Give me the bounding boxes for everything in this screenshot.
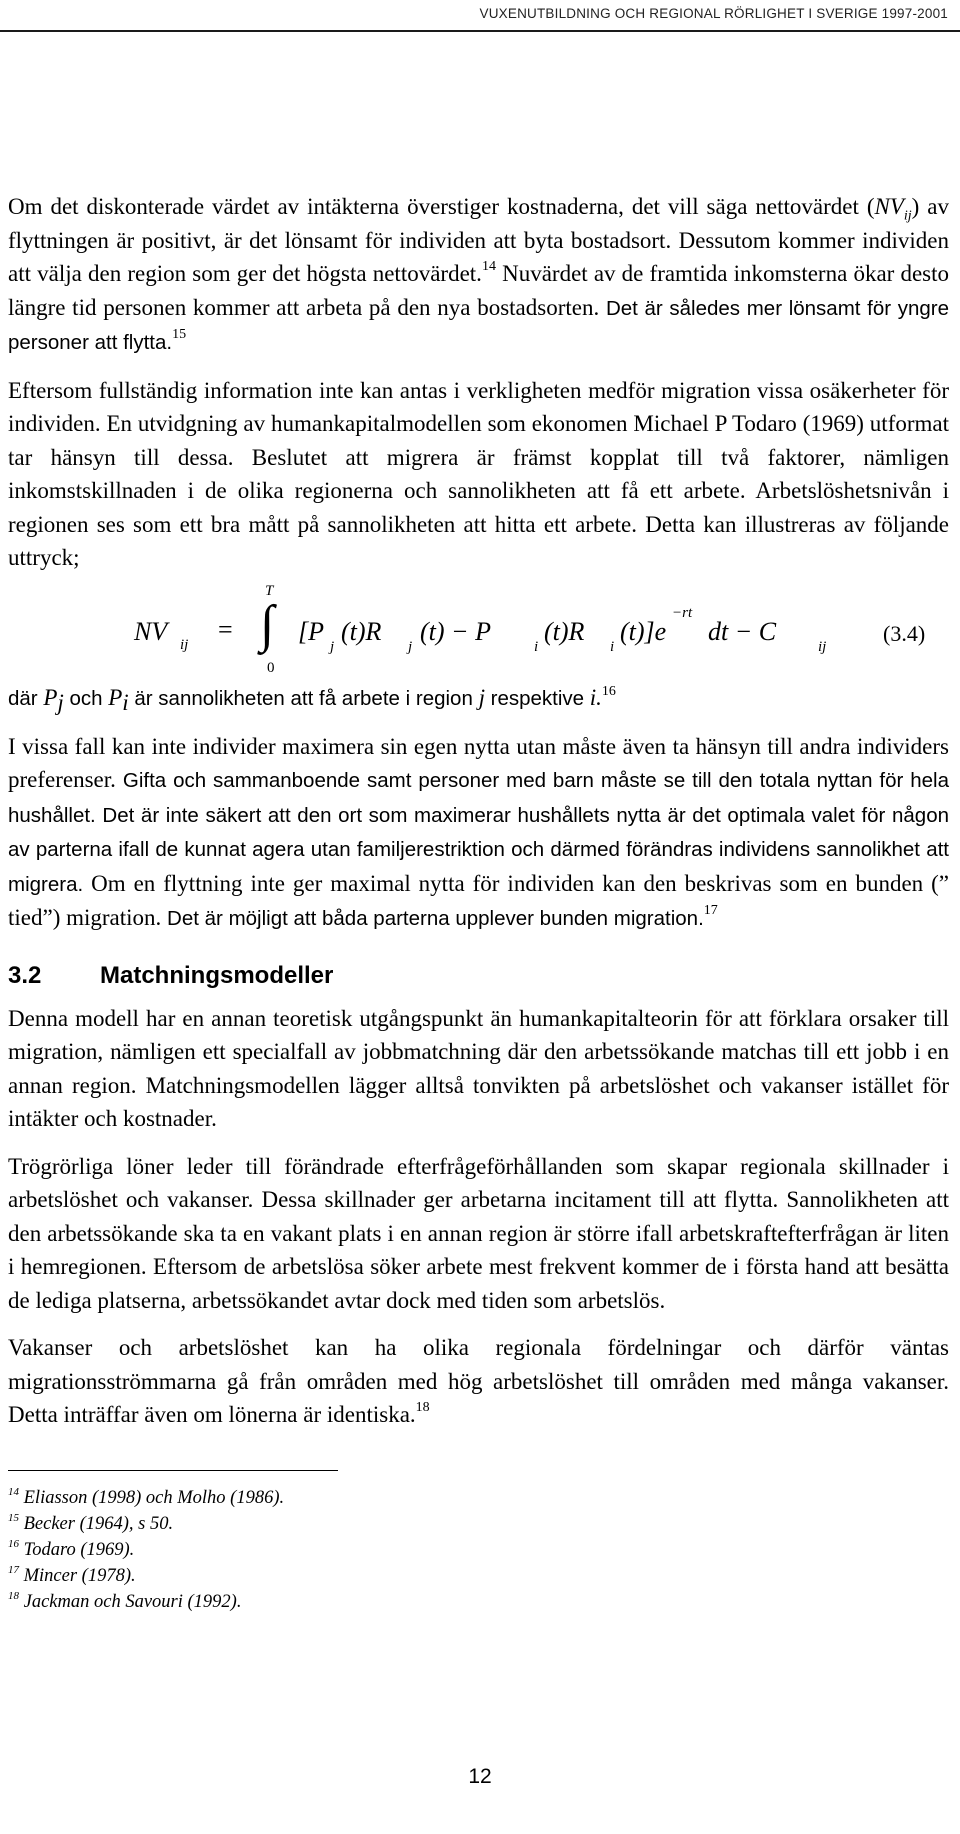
text: ) av flyttningen är positivt, är det lönsamt för individen att byta bostadsort. Dessutom kommer individen att välja den region som ger det högsta nettovärdet. [8,194,949,286]
equation-number: (3.4) [883,620,926,646]
footnote-text: Todaro (1969). [19,1540,135,1560]
text-sans: och [63,686,109,710]
nv-symbol: NV [874,194,904,219]
paragraph-uncertainty [8,374,949,575]
paragraph-household [8,730,949,936]
footnote-ref-14[interactable]: 14 [481,259,496,275]
page-body [8,190,949,1615]
paragraph-sticky-wages [8,1150,949,1318]
formula-sub: j [330,638,335,655]
integral-upper-limit: T [265,582,274,599]
footnote-ref-18[interactable]: 18 [415,1400,430,1416]
footnote-separator [8,1470,338,1472]
footnote-number: 18 [8,1589,19,1602]
text-sans: Det är således mer lönsamt för yngre personer att flytta. [8,296,950,354]
symbol-i: i. [589,684,602,710]
footnote-text: Eliasson (1998) och Molho (1986). [19,1488,285,1508]
section-heading [8,962,949,990]
footnote-number: 16 [8,1537,19,1550]
footnote [8,1537,949,1563]
footnote-ref-16[interactable]: 16 [601,683,616,699]
formula-term: (t)]e [620,616,667,646]
footnote-ref-17[interactable]: 17 [703,903,718,919]
footnote-text: Becker (1964), s 50. [19,1514,174,1534]
running-header: VUXENUTBILDNING OCH REGIONAL RÖRLIGHET I SVERIGE 1997-2001 [479,6,948,21]
formula-term: [P [298,616,324,646]
text-sans: där [8,686,44,710]
text: Om en flyttning inte ger maximal nytta för individen kan den beskrivas som en bunden (” tied”) migration. [8,870,949,930]
formula-lhs: NV [134,616,168,646]
page-number: 12 [468,1765,492,1788]
text: Denna modell har en annan teoretisk utgångspunkt än humankapitalteorin för att förklara orsaker till migration, nämligen ett specialfall av jobbmatchning där den arbetssökande matchas till ett jobb i en annan region. Matchningsmodellen lägger alltså tonvikten på arbetslöshet och vakanser istället för intäkter och kostnader. [8,1005,949,1131]
section-title: Matchningsmodeller [100,961,334,989]
footnote-number: 15 [8,1511,19,1524]
text-sans: respektive [484,686,590,710]
text: Om det diskonterade värdet av intäkterna överstiger kostnaderna, det vill säga nettovärdet ( [8,194,875,219]
subscript-j: j [57,689,64,715]
footnote-number: 14 [8,1485,19,1498]
equation-3-4 [8,582,949,677]
footnote [8,1485,949,1511]
formula-sub: j [408,638,413,655]
footnote [8,1511,949,1537]
text: I vissa fall kan inte individer maximera sin egen nytta utan måste även ta hänsyn till andra individers preferenser. [8,733,949,792]
integral-sign: ∫ [260,595,275,653]
formula-term: (t)R [544,616,585,646]
subscript-i: i [122,689,129,715]
footnote-text: Mincer (1978). [19,1566,136,1586]
paragraph-matching-intro [8,1002,949,1136]
formula-term: dt − C [708,616,777,646]
formula-term: (t)R [341,616,382,646]
formula-explanation [8,683,949,714]
text-sans: Det är möjligt att båda parterna upplever bunden migration. [167,907,704,930]
symbol-p: P [108,684,123,710]
paragraph-vacancies [8,1331,949,1432]
text: Eftersom fullständig information inte kan antas i verkligheten medför migration vissa osäkerheter för individen. En utvidgning av humankapitalmodellen som ekonomen Michael P Todaro (1969) utformat tar hänsyn till dessa. Beslutet att migrera är främst kopplat till två faktorer, nämligen inkomstskillnaden i de olika regionerna och sannolikheten att få ett arbete. Arbetslöshetsnivån i regionen ses som ett bra mått på sannolikheten att hitta ett arbete. Detta kan illustreras av följande uttryck; [8,377,949,570]
formula-term: (t) − P [420,616,491,646]
formula-sub: ij [818,638,827,655]
text-sans: Gifta och sammanboende samt personer med barn måste se till den totala nyttan för hela hushållet. [8,769,949,827]
section-number: 3.2 [8,961,42,989]
formula-equals: = [218,614,233,644]
formula-sub: i [534,638,539,655]
formula-lhs-sub: ij [180,636,189,653]
text-sans: är sannolikheten att få arbete i region [128,686,479,710]
footnote-ref-15[interactable]: 15 [172,327,187,343]
footnote-text: Jackman och Savouri (1992). [19,1592,242,1612]
symbol-j: j [478,684,485,710]
symbol-p: P [43,684,58,710]
formula-exponent: −rt [672,604,693,621]
text: Trögrörliga löner leder till förändrade efterfrågeförhållanden som skapar regionala skillnader i arbetslöshet och vakanser. Dessa skillnader ger arbetarna incitament till att flytta. Sannolikheten att den arbetssökande ska ta en vakant plats i en annan region är större ifall arbetskraftefterfrågan är liten i hemregionen. Eftersom de arbetslösa söker arbete mest frekvent kommer de i första hand att besätta de lediga platserna, arbetssökandet avtar dock med tiden som arbetslös. [8,1153,949,1313]
footnote [8,1563,949,1589]
formula-sub: i [610,638,615,655]
paragraph-net-value [8,190,949,360]
integral-lower-limit: 0 [267,659,275,676]
footnote-number: 17 [8,1563,19,1576]
header-rule [0,30,960,32]
subscript-ij: ij [903,208,912,224]
footnote [8,1589,949,1615]
text: Vakanser och arbetslöshet kan ha olika regionala fördelningar och därför väntas migrationsströmmarna gå från områden med hög arbetslöshet till områden med många vakanser. Detta inträffar även om lönerna är identiska. [8,1335,949,1427]
text: Nuvärdet av de framtida inkomsterna ökar desto längre tid personen kommer att arbeta på den nya bostadsorten. [8,261,950,320]
text-sans: Det är inte säkert att den ort som maximerar hushållets nytta är det optimala valet för någon av parterna ifall de kunnat agera utan familjerestriktion och därmed förändras individens sannolikhet att migrera. [8,803,950,896]
